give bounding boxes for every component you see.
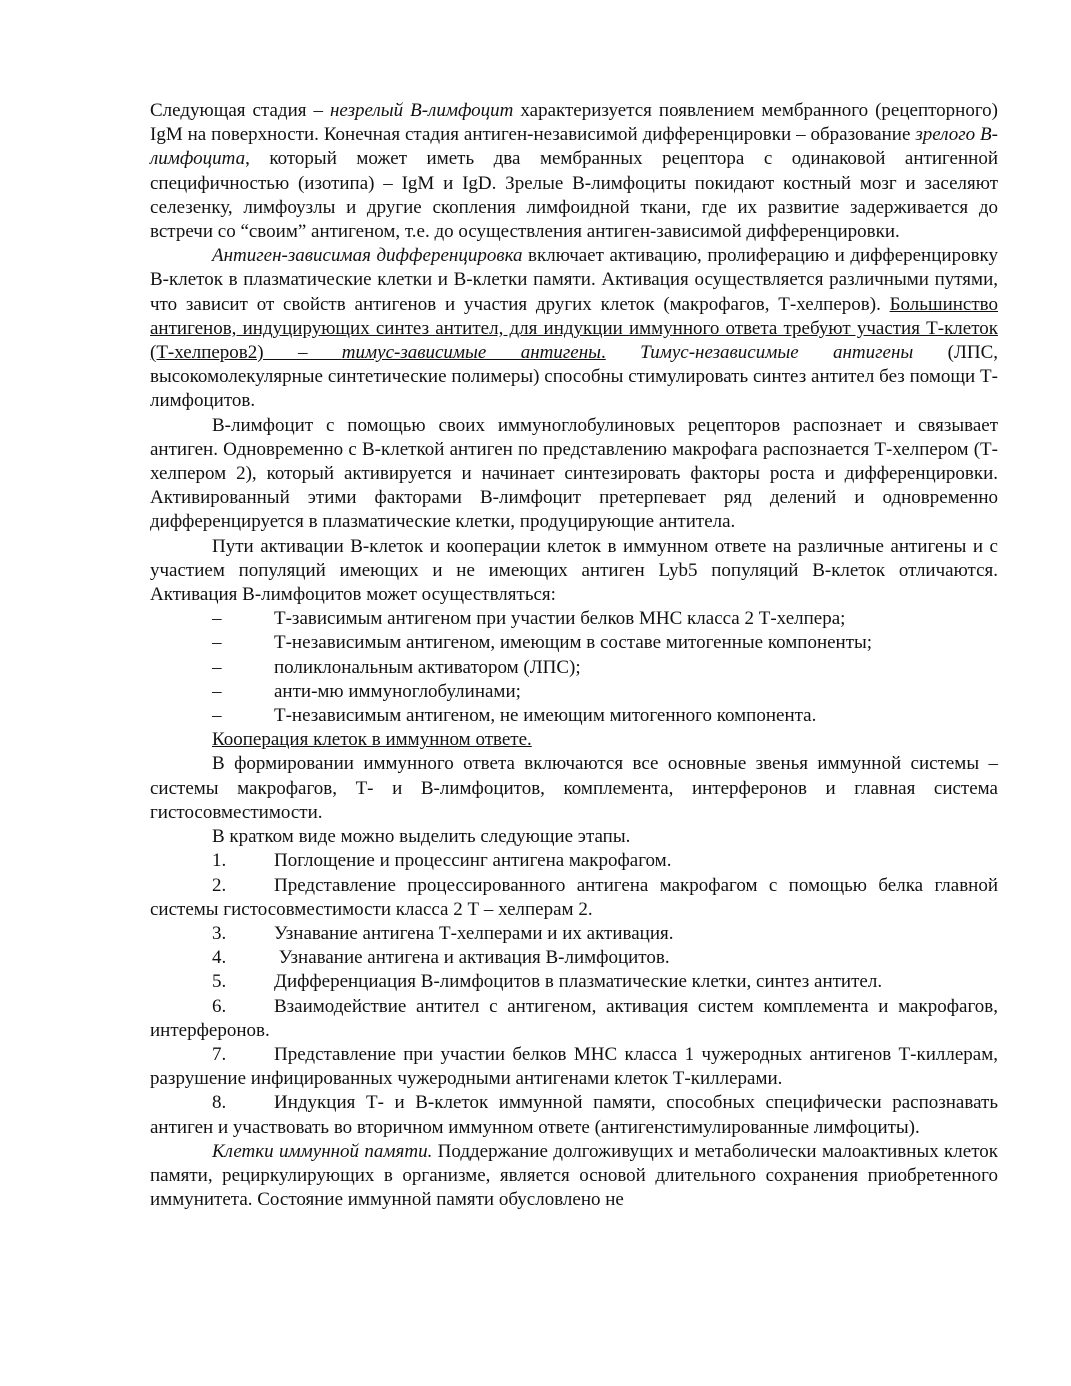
paragraph-b-cell-recognition: В-лимфоцит с помощью своих иммуноглобулиновых рецепторов распознает и связывает антиген. Одновременно с В-клеткой антиген по представлению макрофага распознается Т-хелпером (Т-хелпером 2), который активируется и начинает синтезировать факторы роста и дифференцировки. Активированный этими факторами В-лимфоцит претерпевает ряд делений и одновременно дифференцируется в плазматические клетки, продуцирующие антитела. — [150, 414, 998, 533]
dash-marker: – — [212, 632, 222, 654]
list-item: 3. Узнавание антигена Т-хелперами и их активация. — [150, 922, 998, 946]
list-item: 6. Взаимодействие антител с антигеном, активация систем комплемента и макрофагов, интерферонов. — [150, 995, 998, 1041]
paragraph-memory-cells — [150, 1140, 998, 1213]
paragraph-immune-response: В формировании иммунного ответа включаются все основные звенья иммунной системы – системы макрофагов, Т- и В-лимфоцитов, комплемента, интерферонов и главная система гистосовместимости. — [150, 753, 998, 823]
paragraph-immature-b-cell — [150, 99, 998, 244]
stages-list — [150, 849, 998, 1139]
dash-marker: – — [212, 705, 222, 727]
dash-marker: – — [212, 656, 222, 678]
italic-term: незрелый В-лимфоцит — [329, 100, 514, 121]
step-number: 8. — [212, 1092, 227, 1114]
italic-term: Тимус-независимые антигены — [640, 342, 914, 364]
italic-term: зрелого В-лимфоцита — [150, 124, 998, 170]
activation-list — [150, 607, 998, 728]
step-number: 2. — [212, 874, 227, 896]
list-item: 2. Представление процессированного антигена макрофагом с помощью белка главной системы гистосовместимости класса 2 Т – хелперам 2. — [150, 874, 998, 920]
text-span: Следующая стадия – — [150, 100, 330, 121]
list-item: – Т-независимым антигеном, не имеющим митогенного компонента. — [150, 704, 998, 728]
list-item: 5. Дифференциация В-лимфоцитов в плазматические клетки, синтез антител. — [150, 970, 998, 994]
paragraph-activation-paths: Пути активации В-клеток и кооперации клеток в иммунном ответе на различные антигены и с участием популяций имеющих и не имеющих антиген Lyb5 популяций В-клеток отличаются. Активация В-лимфоцитов может осуществляться: — [150, 535, 998, 606]
step-number: 7. — [212, 1043, 227, 1065]
list-item: – Т-зависимым антигеном при участии белков МНС класса 2 Т-хелпера; — [150, 607, 998, 631]
list-item: 8. Индукция Т- и В-клеток иммунной памяти, способных специфически распознавать антиген и участвовать во вторичном иммунном ответе (антигенстимулированные лимфоциты). — [150, 1092, 998, 1138]
step-number: 6. — [212, 995, 227, 1017]
dash-marker: – — [212, 680, 222, 702]
paragraph-stages-intro: В кратком виде можно выделить следующие этапы. — [212, 826, 631, 848]
paragraph-antigen-dependent — [150, 244, 998, 413]
step-number: 1. — [212, 850, 227, 872]
text-span: , который может иметь два мембранных рецептора с одинаковой антигенной специфичностью (изотипа) – IgM и IgD. Зрелые В-лимфоциты покидают костный мозг и заселяют селезенку, лимфоузлы и другие скопления лимфоидной ткани, где их развитие задерживается до встречи со “своим” антигеном, т.е. до осуществления антиген-зависимой дифференцировки. — [150, 148, 998, 243]
underlined-text: Большинство антигенов, индуцирующих синтез антител, для индукции иммунного ответа требуют участия Т-клеток (Т-хелперов2) – тимус-зависимые антигены. — [150, 293, 998, 364]
italic-term: Антиген-зависимая дифференцировка — [212, 245, 523, 267]
text-span: (ЛПС, высокомолекулярные синтетические полимеры) способны стимулировать синтез антител без помощи Т-лимфоцитов. — [150, 342, 998, 412]
text-span: включает активацию, пролиферацию и дифференцировку В-клеток в плазматические клетки и В-клетки памяти. Активация осуществляется различными путями, что зависит от свойств антигенов и участия других клеток (макрофагов, Т-хелперов). — [150, 245, 998, 315]
text-span: Поддержание долгоживущих и метаболически малоактивных клеток памяти, рециркулирующих в организме, является основой длительного сохранения приобретенного иммунитета. Состояние иммунной памяти обусловлено не — [150, 1140, 998, 1211]
step-number: 3. — [212, 922, 227, 944]
list-item: – анти-мю иммуноглобулинами; — [150, 680, 998, 704]
list-item: 7. Представление при участии белков МНС класса 1 чужеродных антигенов Т-киллерам, разрушение инфицированных чужеродными антигенами клеток Т-киллерами. — [150, 1043, 998, 1090]
step-number: 4. — [212, 947, 227, 969]
document-page — [150, 99, 998, 1212]
step-number: 5. — [212, 971, 227, 993]
list-item: – Т-независимым антигеном, имеющим в составе митогенные компоненты; — [150, 631, 998, 655]
text-span: характеризуется появлением мембранного (рецепторного) IgM на поверхности. Конечная стадия антиген-независимой дифференцировки – образование — [150, 100, 998, 146]
list-item: 4. Узнавание антигена и активация В-лимфоцитов. — [150, 946, 998, 970]
list-item: – поликлональным активатором (ЛПС); — [150, 656, 998, 680]
dash-marker: – — [212, 608, 222, 630]
list-item: 1. Поглощение и процессинг антигена макрофагом. — [150, 849, 998, 873]
section-heading: Кооперация клеток в иммунном ответе. — [212, 729, 532, 751]
italic-term: Клетки иммунной памяти. — [212, 1140, 433, 1162]
